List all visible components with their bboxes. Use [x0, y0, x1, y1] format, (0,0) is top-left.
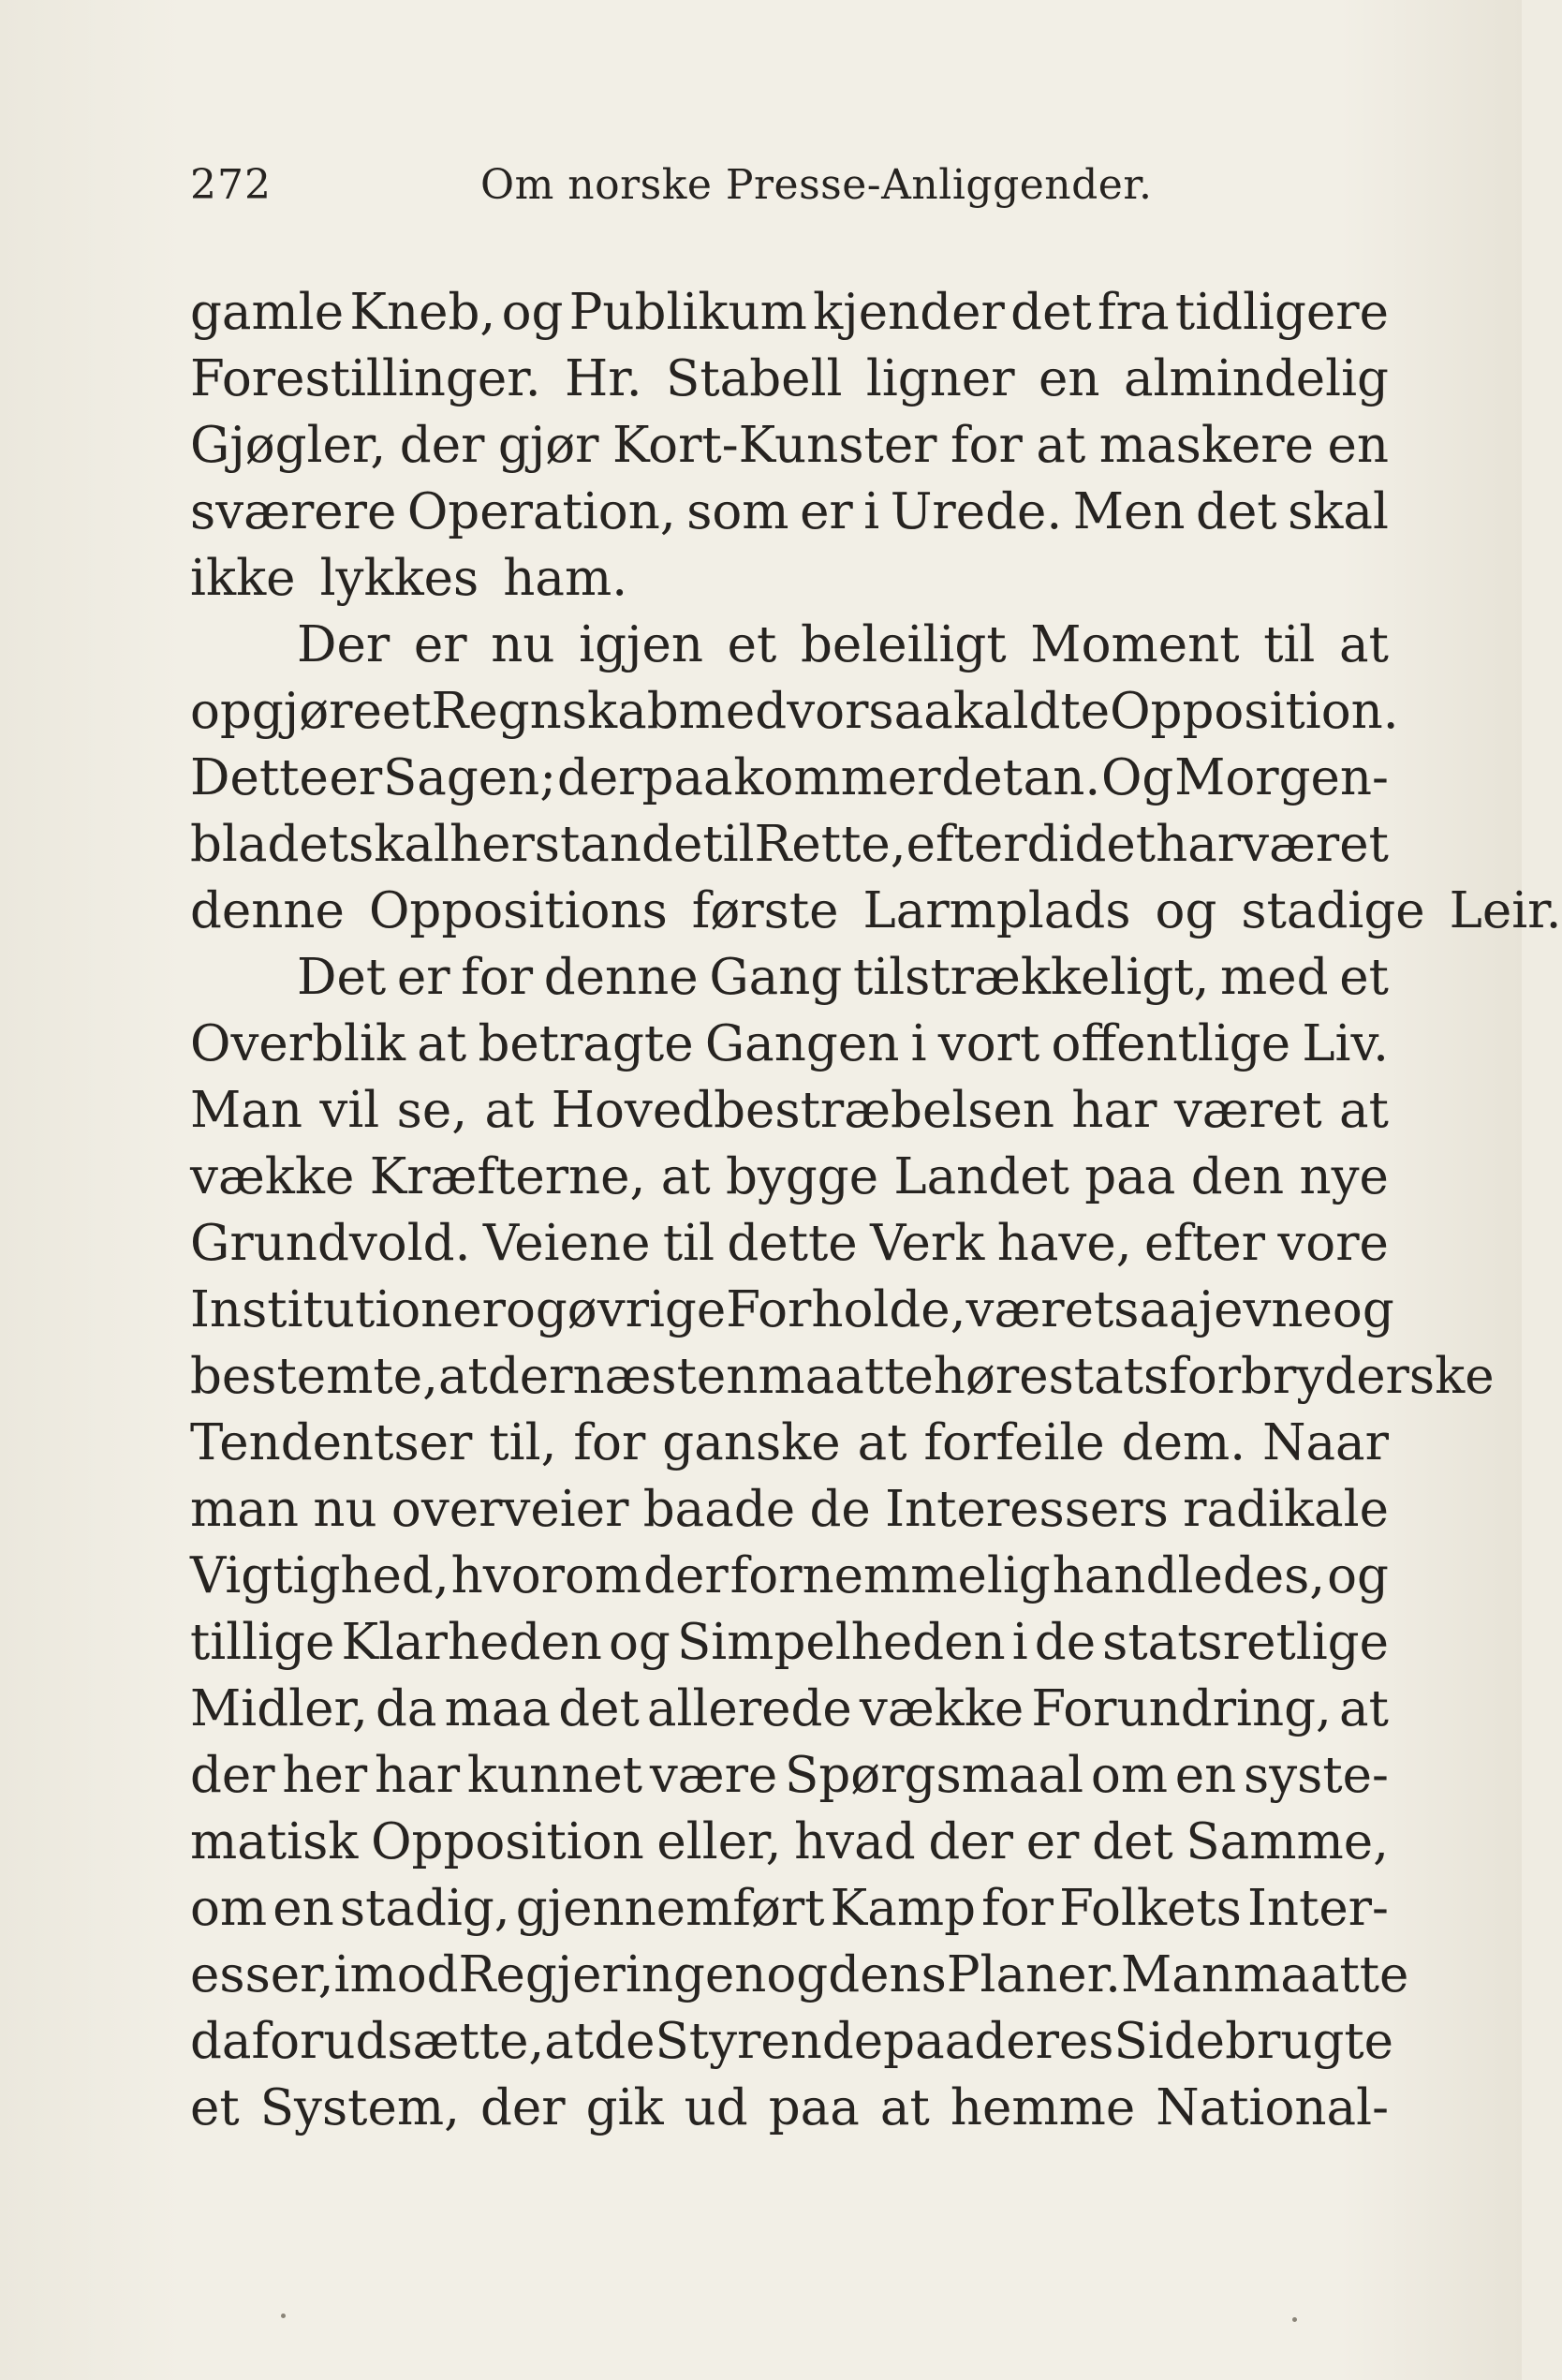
text-line: Vigtighed, hvorom der fornemmelig handledes, og — [190, 1547, 1389, 1604]
text-line: esser, imod Regjeringen og dens Planer. Man maatte — [190, 1946, 1409, 2003]
text-line: Grundvold. Veiene til dette Verk have, efter vore — [190, 1215, 1389, 1272]
paper-speck — [1292, 2317, 1297, 2322]
running-title: Om norske Presse-Anliggender. — [480, 161, 1153, 209]
text-line: bladet skal her stande til Rette, efterdi det har været — [190, 816, 1389, 873]
text-line: opgjøre et Regnskab med vor saa kaldte Opposition. — [190, 683, 1399, 740]
text-line: man nu overveier baade de Interessers radikale — [190, 1481, 1389, 1538]
page-header — [190, 161, 1389, 217]
text-line: om en stadig, gjennemført Kamp for Folkets Inter- — [190, 1880, 1389, 1937]
text-line: der her har kunnet være Spørgsmaal om en syste- — [190, 1747, 1389, 1804]
text-line: Det er for denne Gang tilstrækkeligt, med et — [297, 949, 1389, 1006]
paper-speck — [281, 2313, 286, 2318]
text-line: sværere Operation, som er i Urede. Men det skal — [190, 483, 1389, 540]
body-text — [190, 279, 1562, 2141]
text-line: bestemte, at der næsten maatte høre statsforbryderske — [190, 1348, 1495, 1405]
text-line: Man vil se, at Hovedbestræbelsen har været at — [190, 1082, 1389, 1139]
text-line: Midler, da maa det allerede vække Forundring, at — [190, 1680, 1389, 1737]
text-line: Overblik at betragte Gangen i vort offentlige Liv. — [190, 1015, 1389, 1072]
text-line: Tendentser til, for ganske at forfeile dem. Naar — [190, 1414, 1389, 1471]
text-line: Forestillinger. Hr. Stabell ligner en almindelig — [190, 350, 1389, 407]
text-line: gamle Kneb, og Publikum kjender det fra tidligere — [190, 284, 1389, 341]
text-line: Dette er Sagen; derpaa kommer det an. Og Morgen- — [190, 749, 1389, 806]
text-line: Gjøgler, der gjør Kort-Kunster for at maskere en — [190, 417, 1389, 474]
text-line: Der er nu igjen et beleiligt Moment til at — [297, 616, 1389, 673]
text-line: et System, der gik ud paa at hemme National- — [190, 2079, 1389, 2136]
text-line: matisk Opposition eller, hvad der er det Samme, — [190, 1813, 1389, 1870]
text-line: tillige Klarheden og Simpelheden i de statsretlige — [190, 1614, 1389, 1671]
text-line: Institutioner og øvrige Forholde, været saa jevne og — [190, 1281, 1394, 1338]
page-number: 272 — [190, 161, 272, 209]
text-line: ikke lykkes ham. — [190, 550, 628, 607]
text-line: vække Kræfterne, at bygge Landet paa den nye — [190, 1148, 1389, 1205]
text-line: da forudsætte, at de Styrende paa deres Side brugte — [190, 2013, 1394, 2070]
text-line: denne Oppositions første Larmplads og stadige Leir. — [190, 882, 1562, 939]
